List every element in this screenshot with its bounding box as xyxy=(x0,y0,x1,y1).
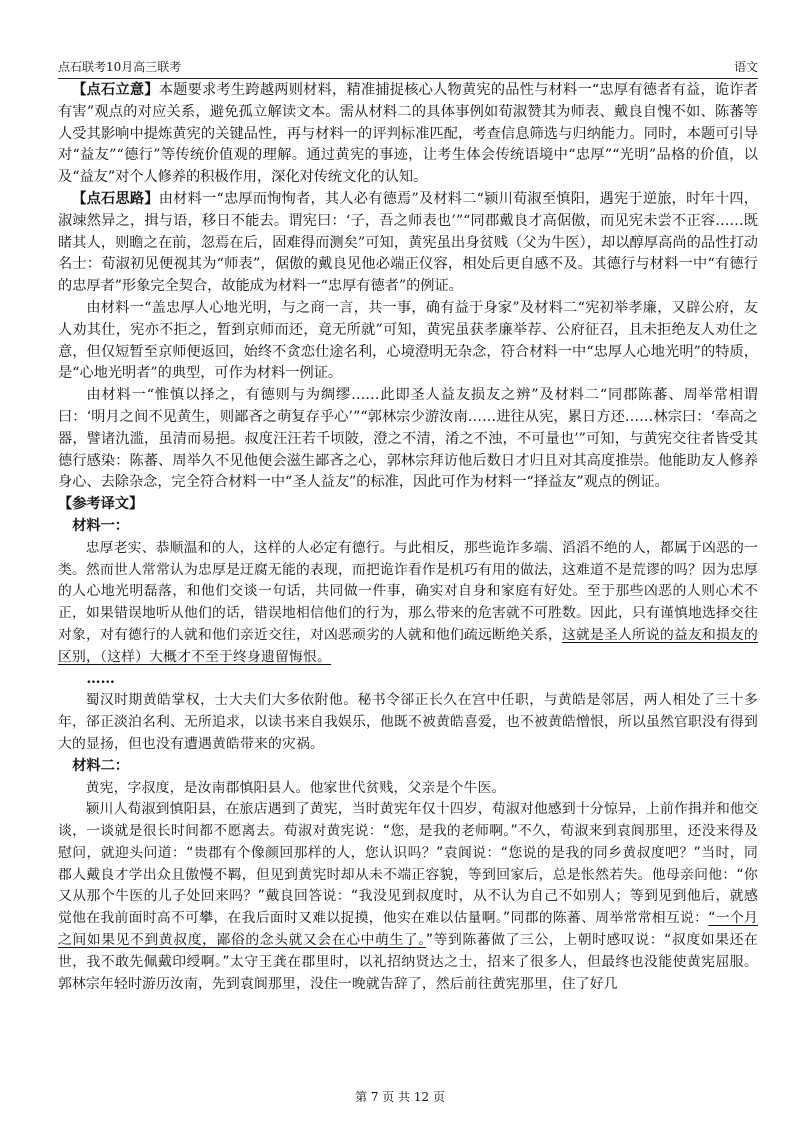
silu-label: 【点石思路】 xyxy=(72,190,159,207)
material-1-underlined-text: 这就是圣人所说的益友和损友的区别，（这样）大概才不至于终身遗留悔恨。 xyxy=(58,626,758,665)
material-1-paragraph-2: 蜀汉时期黄皓掌权，士大夫们大多依附他。秘书令郤正长久在宫中任职，与黄皓是邻居，两人相处了三十多年，郤正淡泊名利、无所追求，以读书来自我娱乐，他既不被黄皓喜爱，也不被黄皓憎恨，所以虽然官职没有得到大的显扬，但也没有遭遇黄皓带来的灾祸。 xyxy=(58,692,758,752)
document-body xyxy=(58,80,758,995)
material-1-text: 忠厚老实、恭顺温和的人，这样的人必定有德行。与此相反，那些诡诈多端、滔滔不绝的人，都属于凶恶的一类。然而世人常常认为忠厚是迂腐无能的表现，而把诡诈看作是机巧有用的做法，这难道不是荒谬的吗？因为忠厚的人心地光明磊落，和他们交谈一句话，共同做一件事，确实对自身和家庭有好处。至于那些凶恶的人则心术不正，如果错误地听从他们的话，错误地相信他们的行为，那么带来的危害就不可胜数。因此，只有谨慎地选择交往对象，对有德行的人就和他们亲近交往，对凶恶顽劣的人就和他们疏远断绝关系， xyxy=(58,539,758,643)
header-subject: 语文 xyxy=(733,60,758,74)
silu-text-1: 由材料一“忠厚而恂恂者，其人必有德焉”及材料二“颍川荀淑至慎阳，遇宪于逆旅，时年十四，淑竦然异之，揖与语，移日不能去。谓宪曰：‘子，吾之师表也’”“同郡戴良才高倨傲，而见宪未尝不正容……既睹其人，则瞻之在前，忽焉在后，固难得而测矣”可知，黄宪虽出身贫贱（父为牛医），却以醇厚高尚的品性打动名士：荀淑初见便视其为“师表”，倨傲的戴良见他必端正仪容，相处后更自感不及。其德行与材料一中“有德行的忠厚者”形象完全契合，故能成为材料一“忠厚有德者”的例证。 xyxy=(58,190,758,295)
silu-paragraph xyxy=(58,189,758,298)
header-exam-name: 点石联考10月高三联考 xyxy=(58,60,182,74)
page-header xyxy=(58,58,758,79)
lidian-label: 【点石立意】 xyxy=(72,82,159,98)
material-1-label: 材料一： xyxy=(72,517,129,534)
material-2-label: 材料二： xyxy=(72,757,129,774)
material-2-paragraph-1: 黄宪，字叔度，是汝南郡慎阳县人。他家世代贫贱，父亲是个牛医。 xyxy=(85,779,506,796)
lidian-text: 本题要求考生跨越两则材料，精准捕捉核心人物黄宪的品性与材料一“忠厚有德者有益，诡诈者有害”观点的对应关系，避免孤立解读文本。需从材料二的具体事例如荀淑赞其为师表、戴良自愧不如、陈蕃等人受其影响中提炼黄宪的关键品性，再与材料一的评判标准匹配，考查信息筛选与归纳能力。同时，本题可引导对“益友”“德行”等传统价值观的理解。通过黄宪的事迹，让考生体会传统语境中“忠厚”“光明”品格的价值，以及“益友”对个人修养的积极作用，深化对传统文化的认知。 xyxy=(58,82,758,186)
ellipsis: …… xyxy=(86,670,115,687)
material-2-text-b: ”等到陈蕃做了三公，上朝时感叹说：“叔度如果还在世，我不敢先佩戴印绶啊。”太守王龚在郡里时，以礼招纳贤达之士，招来了很多人，但最终也没能使黄宪屈服。郭林宗年轻时游历汝南，先到袁阆那里，没住一晚就告辞了，然后前往黄宪那里，住了好几 xyxy=(58,932,758,992)
page-footer: 第 7 页 共 12 页 xyxy=(355,1090,445,1104)
translation-heading: 【参考译文】 xyxy=(58,496,144,513)
material-1-paragraph-1 xyxy=(58,538,758,669)
lidian-paragraph xyxy=(58,80,758,189)
material-2-underlined-text: “一个月之间如果见不到黄叔度，鄙俗的念头就又会在心中萌生了。 xyxy=(58,910,758,949)
material-2-paragraph-2 xyxy=(58,799,758,995)
material-2-text-a: 颍川人荀淑到慎阳县，在旅店遇到了黄宪，当时黄宪年仅十四岁，荀淑对他感到十分惊异，上前作揖并和他交谈，一谈就是很长时间都不愿离去。荀淑对黄宪说：“您，是我的老师啊。”不久，荀淑来到袁阆那里，还没来得及慰问，就迎头问道：“贵郡有个像颜回那样的人，您认识吗？”袁阆说：“您说的是我的同乡黄叔度吧？”当时，同郡人戴良才学出众且傲慢不羁，但见到黄宪时却从未不端正容貌，等到回家后，总是怅然若失。他母亲问他：“你又从那个牛医的儿子处回来吗？”戴良回答说：“我没见到叔度时，从不认为自己不如别人；等到见到他后，就感觉他在我前面时高不可攀，在我后面时又难以捉摸，他实在难以估量啊。”同郡的陈蕃、周举常常相互说： xyxy=(58,801,758,927)
silu-paragraph-2: 由材料一“盖忠厚人心地光明，与之商一言，共一事，确有益于身家”及材料二“宪初举孝廉，又辟公府，友人劝其仕，宪亦不拒之，暂到京师而还，竟无所就”可知，黄宪虽获孝廉举荐、公府征召，且未拒绝友人劝仕之意，但仅短暂至京师便返回，始终不贪恋仕途名利，心境澄明无杂念，符合材料一中“忠厚人心地光明”的特质，是“心地光明者”的典型，可作为材料一例证。 xyxy=(58,299,758,382)
silu-paragraph-3: 由材料一“惟慎以择之，有德则与为绸缪……此即圣人益友损友之辨”及材料二“同郡陈蕃、周举常相谓曰：‘明月之间不见黄生，则鄙吝之萌复存乎心’”“郭林宗少游汝南……进往从宪，累日方还……林宗曰：‘奉高之器，譬诸氿滥，虽清而易挹。叔度汪汪若千顷陂，澄之不清，淆之不浊，不可量也’”可知，与黄宪交往者皆受其德行感染：陈蕃、周举久不见他便会滋生鄙吝之心，郭林宗拜访他后数日才归且对其高度推崇。他能助友人修养身心、去除杂念，完全符合材料一中“圣人益友”的标准，因此可作为材料一“择益友”观点的例证。 xyxy=(58,387,758,491)
